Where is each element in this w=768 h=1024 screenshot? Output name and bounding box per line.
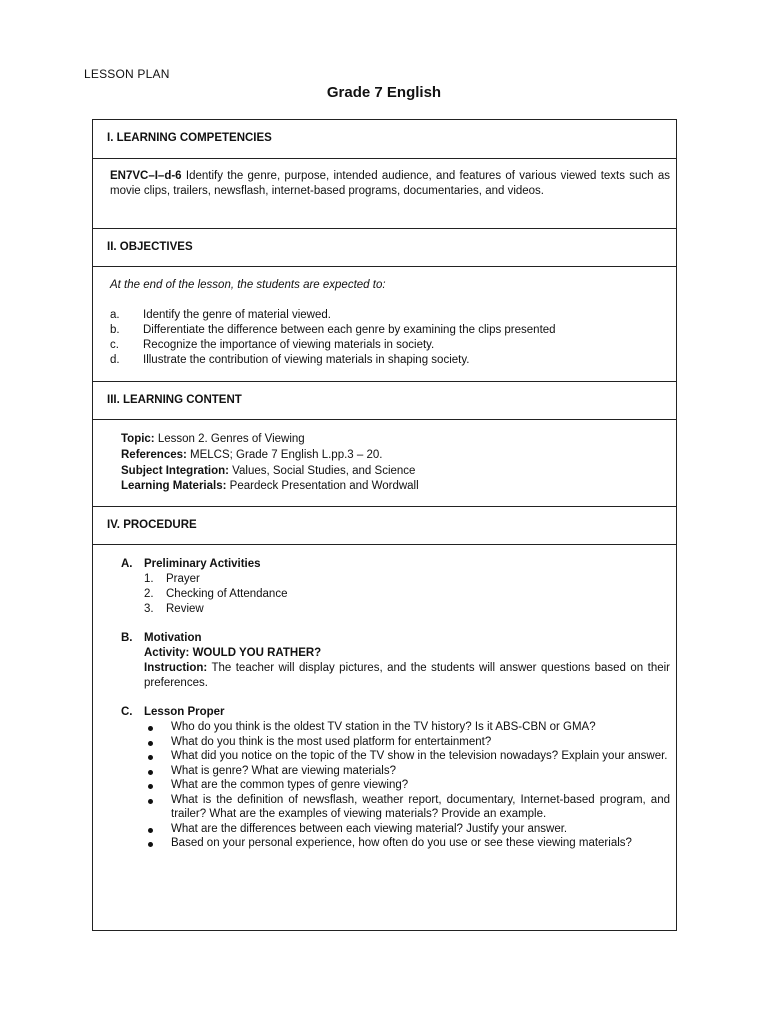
document-title: Grade 7 English [326, 84, 442, 101]
lesson-proper-heading: C. Lesson Proper [121, 706, 225, 718]
list-item: a. Identify the genre of material viewed. [110, 309, 331, 321]
preliminary-heading: A. Preliminary Activities [121, 558, 261, 570]
content-heading-row [93, 381, 676, 419]
content-heading: III. LEARNING CONTENT [107, 394, 242, 406]
list-item: What are the common types of genre viewing? [144, 778, 670, 793]
list-item: Based on your personal experience, how often do you use or see these viewing materials? [144, 836, 670, 851]
objectives-content-row [93, 266, 676, 381]
content-details-row [93, 419, 676, 506]
document-label: LESSON PLAN [84, 67, 170, 81]
content-details [121, 432, 670, 495]
list-item: d. Illustrate the contribution of viewing materials in shaping society. [110, 354, 470, 366]
list-item: What is genre? What are viewing materials? [144, 764, 670, 779]
topic-line: Topic: Lesson 2. Genres of Viewing [121, 433, 305, 445]
materials-line: Learning Materials: Peardeck Presentation and Wordwall [121, 480, 419, 493]
list-item: What are the differences between each viewing material? Justify your answer. [144, 822, 670, 837]
list-item: What is the definition of newsflash, weather report, documentary, Internet-based program, and trailer? What are the examples of viewing materials? Provide an example. [144, 793, 670, 822]
competencies-heading: I. LEARNING COMPETENCIES [107, 132, 272, 144]
competency-code: EN7VC–I–d-6 [110, 170, 182, 182]
procedure-content-row [93, 544, 676, 930]
list-item: 1. Prayer [144, 573, 200, 585]
competency-description: Identify the genre, purpose, intended audience, and features of various viewed texts such as movie clips, trailers, newsflash, internet-based programs, documentaries, and videos. [110, 170, 670, 197]
motivation-heading: B. Motivation [121, 632, 202, 644]
list-item: b. Differentiate the difference between each genre by examining the clips presented [110, 324, 556, 336]
lesson-plan-table [92, 119, 677, 931]
objectives-intro: At the end of the lesson, the students are expected to: [110, 279, 386, 291]
references-line: References: MELCS; Grade 7 English L.pp.3 – 20. [121, 448, 383, 461]
list-item: 2. Checking of Attendance [144, 588, 288, 600]
objectives-heading-row [93, 228, 676, 266]
integration-line: Subject Integration: Values, Social Studies, and Science [121, 464, 416, 477]
objectives-list [110, 308, 670, 368]
lesson-proper-list [144, 720, 670, 851]
motivation-activity: Activity: WOULD YOU RATHER? [144, 647, 322, 659]
competencies-heading-row [93, 120, 676, 158]
objectives-heading: II. OBJECTIVES [107, 241, 193, 253]
procedure-content [121, 557, 670, 851]
procedure-heading: IV. PROCEDURE [107, 519, 197, 531]
list-item: 3. Review [144, 603, 204, 615]
list-item: c. Recognize the importance of viewing materials in society. [110, 339, 435, 351]
motivation-instruction: Instruction: The teacher will display pictures, and the students will answer questions based on their preferences. [144, 662, 670, 689]
list-item: Who do you think is the oldest TV station in the TV history? Is it ABS-CBN or GMA? [144, 720, 670, 735]
competencies-text [110, 169, 670, 199]
list-item: What do you think is the most used platform for entertainment? [144, 735, 670, 750]
list-item: What did you notice on the topic of the TV show in the television nowadays? Explain your answer. [144, 749, 670, 764]
preliminary-list [144, 572, 670, 617]
competencies-content-row [93, 158, 676, 228]
procedure-heading-row [93, 506, 676, 544]
